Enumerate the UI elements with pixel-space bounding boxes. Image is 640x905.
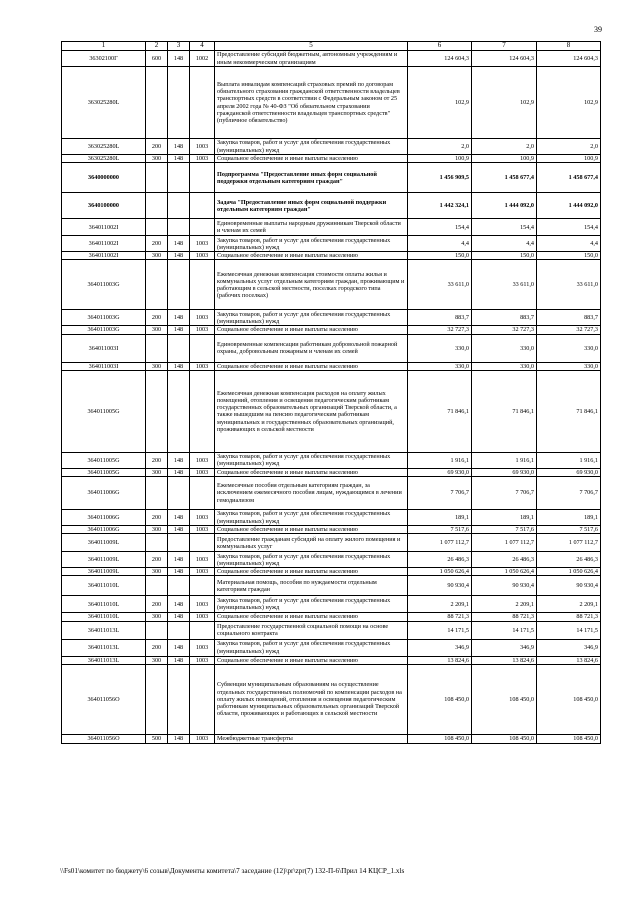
description-cell: Социальное обеспечение и иные выплаты населению <box>215 155 408 163</box>
table-row <box>62 193 601 219</box>
amount-year3-cell: 100,9 <box>537 155 601 163</box>
budget-code-cell: 364011010L <box>62 613 146 621</box>
table-row <box>62 452 601 468</box>
page-number: 39 <box>594 25 602 34</box>
amount-year2-cell: 1 458 677,4 <box>472 163 537 193</box>
header-cell-8: 8 <box>537 42 601 51</box>
expense-type-cell <box>146 477 168 510</box>
amount-year1-cell: 108 450,0 <box>408 734 472 743</box>
expense-type-cell: 200 <box>146 236 168 252</box>
expense-type-cell: 200 <box>146 139 168 155</box>
section-code-cell: 1003 <box>190 568 215 576</box>
section-code-cell: 1003 <box>190 326 215 334</box>
header-cell-6: 6 <box>408 42 472 51</box>
amount-year3-cell: 154,4 <box>537 219 601 236</box>
department-code-cell <box>168 193 190 219</box>
expense-type-cell: 300 <box>146 656 168 664</box>
section-code-cell: 1003 <box>190 656 215 664</box>
expense-type-cell <box>146 260 168 310</box>
budget-code-cell: 364011003I <box>62 362 146 370</box>
department-code-cell: 148 <box>168 236 190 252</box>
budget-code-cell: 364011010L <box>62 596 146 613</box>
budget-code-cell: 364011003G <box>62 326 146 334</box>
expense-type-cell: 300 <box>146 468 168 476</box>
table-row <box>62 664 601 734</box>
budget-code-cell: 364011005G <box>62 468 146 476</box>
amount-year1-cell: 88 721,3 <box>408 613 472 621</box>
section-code-cell: 1002 <box>190 51 215 67</box>
description-cell: Ежемесячные пособия отдельным категориям граждан, за исключением ежемесячного пособия лицам, нуждающимся в лечении гемодиализом <box>215 477 408 510</box>
table-row <box>62 613 601 621</box>
budget-code-cell: 364011013L <box>62 656 146 664</box>
amount-year1-cell: 108 450,0 <box>408 664 472 734</box>
amount-year2-cell: 189,1 <box>472 510 537 526</box>
table-row <box>62 51 601 67</box>
expense-type-cell: 200 <box>146 596 168 613</box>
amount-year2-cell: 124 604,3 <box>472 51 537 67</box>
budget-code-cell: 363025280L <box>62 139 146 155</box>
amount-year1-cell: 189,1 <box>408 510 472 526</box>
expense-type-cell: 300 <box>146 155 168 163</box>
section-code-cell <box>190 67 215 139</box>
department-code-cell <box>168 576 190 596</box>
amount-year1-cell: 883,7 <box>408 310 472 326</box>
department-code-cell <box>168 163 190 193</box>
table-row <box>62 534 601 552</box>
expense-type-cell <box>146 67 168 139</box>
expense-type-cell <box>146 621 168 639</box>
amount-year3-cell: 124 604,3 <box>537 51 601 67</box>
budget-code-cell: 3640100000 <box>62 193 146 219</box>
expense-type-cell: 200 <box>146 552 168 568</box>
expense-type-cell: 200 <box>146 452 168 468</box>
department-code-cell <box>168 334 190 362</box>
department-code-cell <box>168 260 190 310</box>
budget-code-cell: 364011003G <box>62 260 146 310</box>
budget-code-cell: 364011013L <box>62 621 146 639</box>
amount-year1-cell: 14 171,5 <box>408 621 472 639</box>
section-code-cell: 1003 <box>190 452 215 468</box>
expense-type-cell <box>146 193 168 219</box>
section-code-cell: 1003 <box>190 734 215 743</box>
budget-code-cell: 364011002I <box>62 236 146 252</box>
amount-year3-cell: 1 444 092,0 <box>537 193 601 219</box>
amount-year3-cell: 330,0 <box>537 362 601 370</box>
amount-year1-cell: 69 930,0 <box>408 468 472 476</box>
amount-year2-cell: 71 846,1 <box>472 370 537 452</box>
section-code-cell <box>190 664 215 734</box>
table-header-row <box>62 42 601 51</box>
amount-year3-cell: 2,0 <box>537 139 601 155</box>
amount-year1-cell: 1 050 626,4 <box>408 568 472 576</box>
expense-type-cell <box>146 370 168 452</box>
description-cell: Социальное обеспечение и иные выплаты населению <box>215 252 408 260</box>
amount-year2-cell: 346,9 <box>472 639 537 656</box>
header-cell-5: 5 <box>215 42 408 51</box>
department-code-cell <box>168 664 190 734</box>
amount-year2-cell: 33 611,0 <box>472 260 537 310</box>
department-code-cell: 148 <box>168 510 190 526</box>
table-row <box>62 370 601 452</box>
description-cell: Социальное обеспечение и иные выплаты населению <box>215 568 408 576</box>
table-row <box>62 326 601 334</box>
department-code-cell: 148 <box>168 596 190 613</box>
expense-type-cell: 300 <box>146 526 168 534</box>
table-row <box>62 576 601 596</box>
description-cell: Материальная помощь, пособия по нуждаемости отдельным категориям граждан <box>215 576 408 596</box>
table-row <box>62 362 601 370</box>
amount-year3-cell: 71 846,1 <box>537 370 601 452</box>
description-cell: Закупка товаров, работ и услуг для обеспечения государственных (муниципальных) нужд <box>215 310 408 326</box>
description-cell: Закупка товаров, работ и услуг для обеспечения государственных (муниципальных) нужд <box>215 510 408 526</box>
budget-code-cell: 364011006G <box>62 526 146 534</box>
description-cell: Выплата инвалидам компенсаций страховых премий по договорам обязательного страхования гражданской ответственности владельцев транспортных средств в соответствии с Федеральным законом от 25 апреля 2002 года № 40-ФЗ "Об обязательном страховании гражданской ответственности владельцев транспортных средств" (публичное обязательство) <box>215 67 408 139</box>
section-code-cell: 1003 <box>190 639 215 656</box>
amount-year3-cell: 1 050 626,4 <box>537 568 601 576</box>
section-code-cell: 1003 <box>190 468 215 476</box>
amount-year3-cell: 330,0 <box>537 334 601 362</box>
amount-year2-cell: 2,0 <box>472 139 537 155</box>
amount-year1-cell: 2 209,1 <box>408 596 472 613</box>
amount-year1-cell: 346,9 <box>408 639 472 656</box>
amount-year3-cell: 108 450,0 <box>537 664 601 734</box>
amount-year2-cell: 1 077 112,7 <box>472 534 537 552</box>
table-row <box>62 67 601 139</box>
department-code-cell: 148 <box>168 552 190 568</box>
budget-code-cell: 364011005G <box>62 452 146 468</box>
expense-type-cell: 300 <box>146 613 168 621</box>
header-cell-1: 1 <box>62 42 146 51</box>
header-cell-7: 7 <box>472 42 537 51</box>
department-code-cell: 148 <box>168 526 190 534</box>
table-row <box>62 260 601 310</box>
budget-code-cell: 364011002I <box>62 252 146 260</box>
table-row <box>62 656 601 664</box>
section-code-cell: 1003 <box>190 613 215 621</box>
budget-code-cell: 364011056O <box>62 734 146 743</box>
header-cell-4: 4 <box>190 42 215 51</box>
table-row <box>62 621 601 639</box>
description-cell: Закупка товаров, работ и услуг для обеспечения государственных (муниципальных) нужд <box>215 552 408 568</box>
description-cell: Ежемесячная денежная компенсация расходов на оплату жилых помещений, отопления и освещения педагогическим работникам государственных образовательных организаций Тверской области, а также вышедшим на пенсию педагогическим работникам муниципальных и государственных образовательных организаций, проживающих в сельской местности <box>215 370 408 452</box>
section-code-cell <box>190 219 215 236</box>
amount-year2-cell: 7 706,7 <box>472 477 537 510</box>
section-code-cell: 1003 <box>190 552 215 568</box>
budget-code-cell: 364011009L <box>62 534 146 552</box>
amount-year1-cell: 33 611,0 <box>408 260 472 310</box>
amount-year3-cell: 2 209,1 <box>537 596 601 613</box>
amount-year1-cell: 1 077 112,7 <box>408 534 472 552</box>
budget-code-cell: 363025280L <box>62 67 146 139</box>
expense-type-cell: 600 <box>146 51 168 67</box>
budget-code-cell: 364011009L <box>62 552 146 568</box>
department-code-cell <box>168 534 190 552</box>
amount-year1-cell: 7 706,7 <box>408 477 472 510</box>
amount-year1-cell: 2,0 <box>408 139 472 155</box>
amount-year1-cell: 90 930,4 <box>408 576 472 596</box>
description-cell: Предоставление государственной социальной помощи на основе социального контракта <box>215 621 408 639</box>
amount-year2-cell: 1 444 092,0 <box>472 193 537 219</box>
description-cell: Закупка товаров, работ и услуг для обеспечения государственных (муниципальных) нужд <box>215 639 408 656</box>
department-code-cell: 148 <box>168 310 190 326</box>
budget-code-cell: 364011010L <box>62 576 146 596</box>
expense-type-cell: 200 <box>146 510 168 526</box>
amount-year1-cell: 150,0 <box>408 252 472 260</box>
department-code-cell: 148 <box>168 51 190 67</box>
amount-year2-cell: 2 209,1 <box>472 596 537 613</box>
amount-year2-cell: 7 517,6 <box>472 526 537 534</box>
table-row <box>62 139 601 155</box>
department-code-cell: 148 <box>168 656 190 664</box>
table-row <box>62 568 601 576</box>
amount-year2-cell: 69 930,0 <box>472 468 537 476</box>
table-row <box>62 155 601 163</box>
section-code-cell: 1003 <box>190 526 215 534</box>
amount-year2-cell: 32 727,3 <box>472 326 537 334</box>
budget-table <box>61 41 601 744</box>
expense-type-cell <box>146 664 168 734</box>
expense-type-cell: 300 <box>146 362 168 370</box>
description-cell: Подпрограмма "Предоставление иных форм социальной поддержки отдельным категориям граждан" <box>215 163 408 193</box>
table-body <box>62 51 601 744</box>
section-code-cell <box>190 477 215 510</box>
section-code-cell: 1003 <box>190 596 215 613</box>
department-code-cell: 148 <box>168 252 190 260</box>
budget-code-cell: 364011013L <box>62 639 146 656</box>
amount-year1-cell: 1 442 324,1 <box>408 193 472 219</box>
description-cell: Социальное обеспечение и иные выплаты населению <box>215 326 408 334</box>
amount-year1-cell: 100,9 <box>408 155 472 163</box>
table-row <box>62 219 601 236</box>
amount-year2-cell: 150,0 <box>472 252 537 260</box>
expense-type-cell <box>146 219 168 236</box>
amount-year1-cell: 154,4 <box>408 219 472 236</box>
department-code-cell: 148 <box>168 639 190 656</box>
amount-year2-cell: 100,9 <box>472 155 537 163</box>
budget-code-cell: 364011003I <box>62 334 146 362</box>
amount-year3-cell: 90 930,4 <box>537 576 601 596</box>
department-code-cell: 148 <box>168 139 190 155</box>
budget-code-cell: 364011006G <box>62 477 146 510</box>
amount-year1-cell: 32 727,3 <box>408 326 472 334</box>
amount-year3-cell: 13 824,6 <box>537 656 601 664</box>
amount-year1-cell: 124 604,3 <box>408 51 472 67</box>
amount-year2-cell: 26 486,3 <box>472 552 537 568</box>
section-code-cell: 1003 <box>190 252 215 260</box>
amount-year1-cell: 26 486,3 <box>408 552 472 568</box>
amount-year3-cell: 32 727,3 <box>537 326 601 334</box>
amount-year3-cell: 102,9 <box>537 67 601 139</box>
amount-year3-cell: 33 611,0 <box>537 260 601 310</box>
amount-year2-cell: 88 721,3 <box>472 613 537 621</box>
amount-year3-cell: 14 171,5 <box>537 621 601 639</box>
amount-year3-cell: 1 916,1 <box>537 452 601 468</box>
description-cell: Единовременные выплаты народным дружинникам Тверской области и членам их семей <box>215 219 408 236</box>
table-row <box>62 252 601 260</box>
expense-type-cell: 300 <box>146 568 168 576</box>
description-cell: Закупка товаров, работ и услуг для обеспечения государственных (муниципальных) нужд <box>215 596 408 613</box>
section-code-cell <box>190 576 215 596</box>
description-cell: Закупка товаров, работ и услуг для обеспечения государственных (муниципальных) нужд <box>215 139 408 155</box>
section-code-cell: 1003 <box>190 155 215 163</box>
amount-year3-cell: 189,1 <box>537 510 601 526</box>
amount-year3-cell: 150,0 <box>537 252 601 260</box>
department-code-cell <box>168 477 190 510</box>
amount-year3-cell: 1 458 677,4 <box>537 163 601 193</box>
amount-year2-cell: 108 450,0 <box>472 664 537 734</box>
section-code-cell: 1003 <box>190 510 215 526</box>
section-code-cell: 1003 <box>190 236 215 252</box>
amount-year1-cell: 1 916,1 <box>408 452 472 468</box>
description-cell: Социальное обеспечение и иные выплаты населению <box>215 613 408 621</box>
expense-type-cell <box>146 576 168 596</box>
budget-code-cell: 36302100Г <box>62 51 146 67</box>
table-row <box>62 510 601 526</box>
table-row <box>62 236 601 252</box>
table-row <box>62 734 601 743</box>
section-code-cell <box>190 193 215 219</box>
expense-type-cell <box>146 163 168 193</box>
amount-year1-cell: 13 824,6 <box>408 656 472 664</box>
description-cell: Социальное обеспечение и иные выплаты населению <box>215 656 408 664</box>
department-code-cell <box>168 67 190 139</box>
amount-year3-cell: 7 706,7 <box>537 477 601 510</box>
amount-year2-cell: 154,4 <box>472 219 537 236</box>
header-cell-2: 2 <box>146 42 168 51</box>
description-cell: Субвенции муниципальным образованиям на осуществление отдельных государственных полномочий по компенсации расходов на оплату жилых помещений, отопления и освещения педагогическим работникам муниципальных образовательных организаций Тверской области, проживающих и работающих в сельской местности <box>215 664 408 734</box>
amount-year3-cell: 108 450,0 <box>537 734 601 743</box>
amount-year3-cell: 7 517,6 <box>537 526 601 534</box>
amount-year1-cell: 4,4 <box>408 236 472 252</box>
description-cell: Предоставление субсидий бюджетным, автономным учреждениям и иным некоммерческим организациям <box>215 51 408 67</box>
amount-year3-cell: 1 077 112,7 <box>537 534 601 552</box>
expense-type-cell <box>146 334 168 362</box>
department-code-cell: 148 <box>168 613 190 621</box>
department-code-cell <box>168 370 190 452</box>
amount-year3-cell: 883,7 <box>537 310 601 326</box>
amount-year1-cell: 330,0 <box>408 362 472 370</box>
table-row <box>62 310 601 326</box>
amount-year2-cell: 330,0 <box>472 362 537 370</box>
description-cell: Закупка товаров, работ и услуг для обеспечения государственных (муниципальных) нужд <box>215 452 408 468</box>
expense-type-cell: 300 <box>146 326 168 334</box>
budget-code-cell: 364011002I <box>62 219 146 236</box>
description-cell: Межбюджетные трансферты <box>215 734 408 743</box>
section-code-cell <box>190 621 215 639</box>
expense-type-cell: 500 <box>146 734 168 743</box>
amount-year2-cell: 90 930,4 <box>472 576 537 596</box>
amount-year2-cell: 1 916,1 <box>472 452 537 468</box>
table-row <box>62 163 601 193</box>
section-code-cell: 1003 <box>190 362 215 370</box>
table-row <box>62 477 601 510</box>
amount-year3-cell: 88 721,3 <box>537 613 601 621</box>
amount-year2-cell: 13 824,6 <box>472 656 537 664</box>
expense-type-cell: 200 <box>146 310 168 326</box>
budget-code-cell: 364011005G <box>62 370 146 452</box>
description-cell: Задача "Предоставление иных форм социальной поддержки отдельным категориям граждан" <box>215 193 408 219</box>
table-row <box>62 639 601 656</box>
budget-code-cell: 364011006G <box>62 510 146 526</box>
budget-code-cell: 364011003G <box>62 310 146 326</box>
department-code-cell: 148 <box>168 468 190 476</box>
section-code-cell: 1003 <box>190 139 215 155</box>
table-row <box>62 468 601 476</box>
header-cell-3: 3 <box>168 42 190 51</box>
description-cell: Закупка товаров, работ и услуг для обеспечения государственных (муниципальных) нужд <box>215 236 408 252</box>
amount-year1-cell: 102,9 <box>408 67 472 139</box>
section-code-cell <box>190 163 215 193</box>
section-code-cell <box>190 334 215 362</box>
table-row <box>62 334 601 362</box>
department-code-cell: 148 <box>168 568 190 576</box>
amount-year2-cell: 108 450,0 <box>472 734 537 743</box>
amount-year2-cell: 14 171,5 <box>472 621 537 639</box>
department-code-cell: 148 <box>168 734 190 743</box>
department-code-cell <box>168 621 190 639</box>
expense-type-cell <box>146 534 168 552</box>
budget-code-cell: 364011009L <box>62 568 146 576</box>
amount-year1-cell: 7 517,6 <box>408 526 472 534</box>
department-code-cell: 148 <box>168 326 190 334</box>
amount-year1-cell: 1 456 909,5 <box>408 163 472 193</box>
budget-code-cell: 363025280L <box>62 155 146 163</box>
budget-code-cell: 364011056O <box>62 664 146 734</box>
description-cell: Социальное обеспечение и иные выплаты населению <box>215 362 408 370</box>
amount-year2-cell: 4,4 <box>472 236 537 252</box>
expense-type-cell: 300 <box>146 252 168 260</box>
amount-year3-cell: 346,9 <box>537 639 601 656</box>
department-code-cell: 148 <box>168 452 190 468</box>
amount-year3-cell: 69 930,0 <box>537 468 601 476</box>
budget-code-cell: 3640000000 <box>62 163 146 193</box>
description-cell: Единовременные компенсации работникам добровольной пожарной охраны, добровольным пожарным и членам их семей <box>215 334 408 362</box>
section-code-cell <box>190 370 215 452</box>
amount-year3-cell: 4,4 <box>537 236 601 252</box>
description-cell: Предоставление гражданам субсидий на оплату жилого помещения и коммунальных услуг <box>215 534 408 552</box>
expense-type-cell: 200 <box>146 639 168 656</box>
table-row <box>62 552 601 568</box>
department-code-cell <box>168 219 190 236</box>
amount-year2-cell: 330,0 <box>472 334 537 362</box>
amount-year3-cell: 26 486,3 <box>537 552 601 568</box>
amount-year1-cell: 71 846,1 <box>408 370 472 452</box>
amount-year1-cell: 330,0 <box>408 334 472 362</box>
amount-year2-cell: 102,9 <box>472 67 537 139</box>
amount-year2-cell: 1 050 626,4 <box>472 568 537 576</box>
description-cell: Социальное обеспечение и иные выплаты населению <box>215 468 408 476</box>
section-code-cell: 1003 <box>190 310 215 326</box>
amount-year2-cell: 883,7 <box>472 310 537 326</box>
table-row <box>62 526 601 534</box>
department-code-cell: 148 <box>168 362 190 370</box>
table-row <box>62 596 601 613</box>
file-path-footer: \\Fs01\комитет по бюджету\6 созыв\Документы комитета\7 заседание (12)\pr\zpr(7) 132-П-6\Прил 14 КЦСР_1.xls <box>60 867 405 875</box>
description-cell: Социальное обеспечение и иные выплаты населению <box>215 526 408 534</box>
section-code-cell <box>190 260 215 310</box>
department-code-cell: 148 <box>168 155 190 163</box>
description-cell: Ежемесячная денежная компенсация стоимости оплаты жилья и коммунальных услуг отдельным категориям граждан, проживающим и работающим в сельской местности, поселках городского типа (рабочих поселках) <box>215 260 408 310</box>
section-code-cell <box>190 534 215 552</box>
